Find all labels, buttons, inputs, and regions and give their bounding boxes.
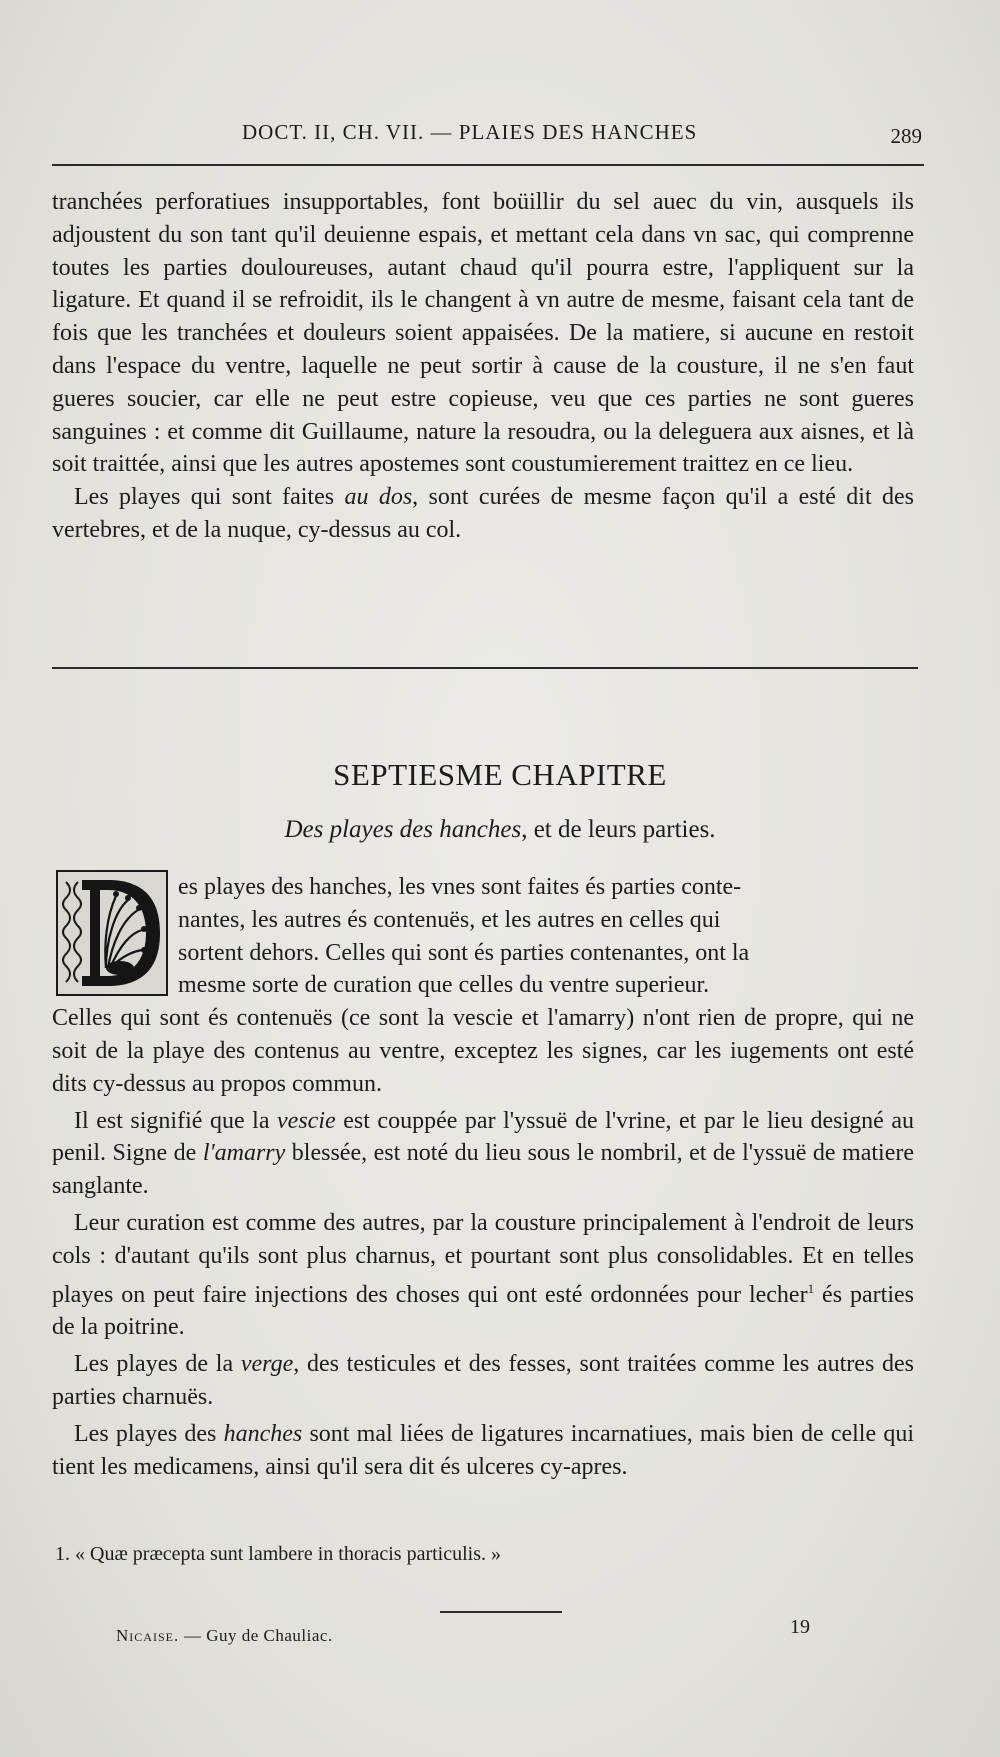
drop-cap-line: sortent dehors. Celles qui sont és parties contenantes, ont la (178, 939, 750, 966)
paragraph: Leur curation est comme des autres, par la cousture principalement à l'endroit de leurs cols : d'autant qu'ils sont plus charnus, et pourtant sont plus consolidables. Et en telles playes on peut faire injections des choses qui ont esté ordonnées pour lecher$^1$ és parties de la poitrine. (52, 1209, 915, 1341)
running-head (52, 114, 922, 154)
emphasis: vescie (277, 1107, 336, 1134)
paragraph: Il est signifié que la vescie est couppée par l'yssuë de l'vrine, et par le lieu designé au penil. Signe de l'amarry blessée, est noté du lieu sous le nombril, et de l'yssuë de matiere sanglante. (52, 1107, 915, 1200)
footer-rule (440, 1611, 562, 1613)
chapter-text (52, 871, 914, 1483)
printer-signature: Nicaise. — Guy de Chauliac. (116, 1626, 333, 1645)
paragraph: tranchées perforatiues insupportables, font boüillir du sel auec du vin, ausquels ils adjoustent du son tant qu'il deuienne espais, et mettant cela dans vn sac, qui comprenne toutes les parties douloureuses, autant chaud qu'il pourra estre, l'appliquent sur la ligature. Et quand il se refroidit, ils le changent à vn autre de mesme, faisant cela tant de fois que les tranchées et douleurs soient appaisées. De la matiere, si aucune en restoit dans l'espace du ventre, laquelle ne peut sortir à cause de la cousture, il ne s'en faut gueres soucier, car elle ne peut estre copieuse, veu que ces parties ne sont gueres sanguines : et comme dit Guillaume, nature la resoudra, ou la deleguera aux aisnes, et là soit traittée, ainsi que les autres apostemes sont coustumierement traittez en ce lieu. (52, 189, 914, 478)
paragraph: Les playes qui sont faites au dos, sont curées de mesme façon qu'il a esté dit des vertebres, et de la nuque, cy-dessus au col. (52, 484, 915, 543)
footnote: 1. « Quæ præcepta sunt lambere in thoracis particulis. » (55, 1543, 502, 1565)
drop-cap-line: es playes des hanches, les vnes sont faites és parties conte- (178, 874, 742, 900)
drop-cap-line: nantes, les autres és contenuës, et les autres en celles qui (178, 906, 721, 933)
running-head-title: DOCT. II, CH. VII. — PLAIES DES HANCHES (242, 120, 698, 144)
emphasis: au dos (344, 484, 413, 511)
emphasis: verge (240, 1351, 294, 1378)
sheet-number: 19 (790, 1616, 810, 1638)
paragraph: Les playes des hanches sont mal liées de ligatures incarnatiues, mais bien de celle qui tient les medicamens, ainsi qu'il sera dit és ulceres cy-apres. (52, 1420, 914, 1480)
footnote-ref: 1 (807, 1280, 815, 1296)
chapter-subtitle: Des playes des hanches, et de leurs parties. (284, 816, 716, 843)
header-rule (52, 164, 924, 166)
emphasis: hanches (223, 1420, 303, 1447)
page-number: 289 (890, 124, 922, 148)
drop-cap-line: mesme sorte de curation que celles du ventre superieur. (178, 972, 710, 999)
chapter-title: SEPTIESME CHAPITRE (333, 757, 667, 792)
paragraph: es playes des hanches, les vnes sont faites és parties conte- nantes, les autres és contenuës, et les autres en celles qui sortent dehors. Celles qui sont és parties contenantes, ont la mesme sorte de curation que celles du ventre superieur. Celles qui sont és contenuës (ce sont la vescie et l'amarry) n'ont rien de propre, qui ne soit de la playe des contenus au ventre, exceptez les signes, car les iugements ont esté dits cy-dessus au propos commun. (52, 871, 914, 1101)
paragraph: Les playes de la verge, des testicules et des fesses, sont traitées comme les autres des parties charnuës. (52, 1351, 915, 1410)
section-rule (52, 667, 918, 669)
emphasis: l'amarry (202, 1140, 286, 1167)
continued-text (52, 186, 914, 547)
